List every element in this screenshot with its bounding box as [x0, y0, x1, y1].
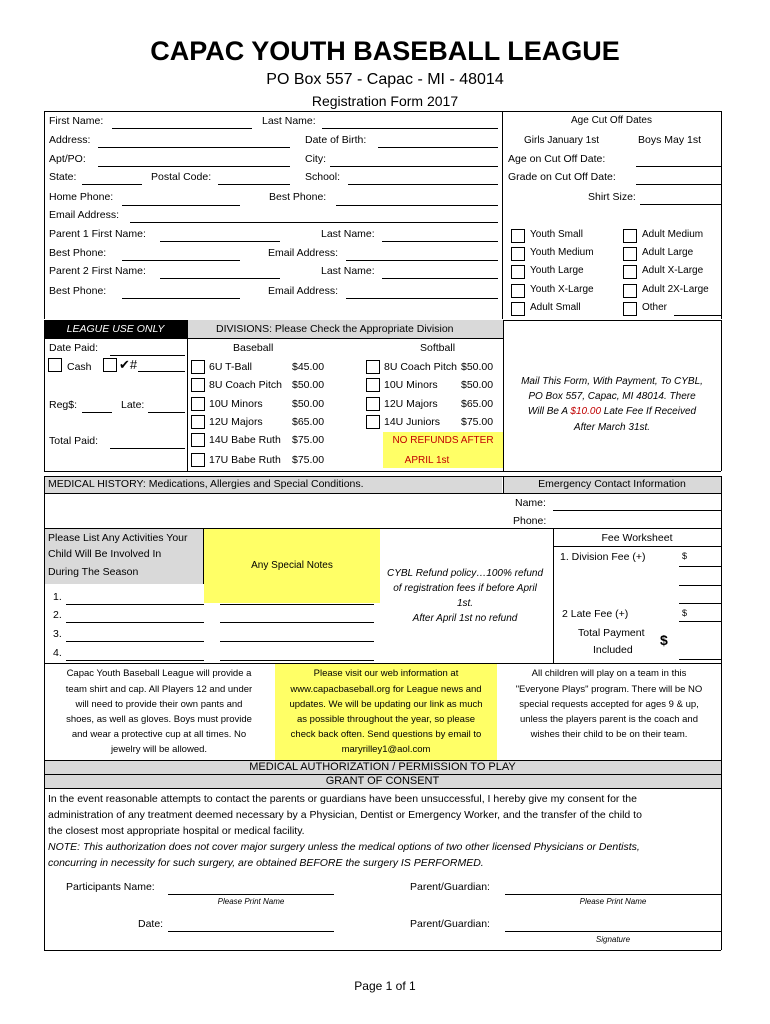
reg-label: Reg$:	[49, 399, 78, 411]
activity-num: 1.	[53, 591, 62, 603]
home-phone-label: Home Phone:	[49, 191, 114, 203]
grade-on-label: Grade on Cut Off Date:	[508, 171, 616, 183]
parent1-best-field[interactable]	[122, 260, 240, 261]
mail-line3b: Late Fee If Received	[601, 406, 697, 417]
division-fee: $75.00	[292, 434, 325, 446]
parent2-email-label: Email Address:	[268, 285, 339, 297]
home-phone-field[interactable]	[122, 205, 240, 206]
web-info-line: www.capacbaseball.org for League news and	[290, 684, 482, 695]
division-name: 17U Babe Ruth	[209, 454, 281, 466]
shirt-size-label: Shirt Size:	[588, 191, 636, 203]
date-paid-label: Date Paid:	[49, 342, 99, 354]
parent-guardian-field-1[interactable]	[505, 894, 721, 895]
mail-line4: After March 31st.	[573, 422, 651, 433]
best-phone-label: Best Phone:	[269, 191, 327, 203]
play-info-line: special requests accepted for ages 9 & up,	[519, 699, 699, 710]
late-fee-label: 2 Late Fee (+)	[562, 608, 629, 620]
parent1-first-field[interactable]	[160, 241, 280, 242]
age-on-label: Age on Cut Off Date:	[508, 153, 606, 165]
parent-guardian-label-1: Parent/Guardian:	[410, 881, 490, 893]
total-payment-field[interactable]	[679, 659, 721, 660]
check-label: ✔#	[119, 357, 138, 372]
header-address: PO Box 557 - Capac - MI - 48014	[266, 71, 504, 88]
activity-num: 3.	[53, 628, 62, 640]
web-info-line: as possible throughout the year, so please	[297, 714, 475, 725]
total-payment-dollar: $	[660, 632, 668, 648]
activities-line1: Please List Any Activities Your	[48, 532, 188, 544]
grade-on-field[interactable]	[636, 184, 721, 185]
division-checkbox[interactable]	[191, 378, 205, 392]
fee-blank-field[interactable]	[679, 603, 721, 604]
parent1-email-label: Email Address:	[268, 247, 339, 259]
shirt-size-field[interactable]	[640, 204, 721, 205]
play-info-line: unless the players parent is the coach and	[520, 714, 698, 725]
division-fee: $50.00	[292, 398, 325, 410]
web-info-email[interactable]: maryrilley1@aol.com	[341, 744, 431, 755]
parent2-email-field[interactable]	[346, 298, 498, 299]
web-info-line: check back often. Send questions by email to	[290, 729, 482, 740]
apt-field[interactable]	[98, 166, 290, 167]
shirt-checkbox[interactable]	[511, 284, 525, 298]
special-notes-title: Any Special Notes	[251, 560, 333, 571]
first-name-label: First Name:	[49, 115, 104, 127]
address-field[interactable]	[98, 147, 290, 148]
refund-line1: CYBL Refund policy…100% refund	[386, 568, 544, 579]
parent1-email-field[interactable]	[346, 260, 498, 261]
division-checkbox[interactable]	[366, 360, 380, 374]
late-fee-amount: $10.00	[570, 406, 602, 417]
shirt-checkbox[interactable]	[511, 265, 525, 279]
print-name-2: Please Print Name	[579, 897, 647, 906]
page-number: Page 1 of 1	[354, 979, 416, 993]
league-use-title: LEAGUE USE ONLY	[66, 323, 165, 335]
email-field[interactable]	[130, 222, 498, 223]
apt-label: Apt/PO:	[49, 153, 86, 165]
shirt-option: Youth X-Large	[530, 284, 594, 295]
state-field[interactable]	[82, 184, 142, 185]
division-checkbox[interactable]	[366, 415, 380, 429]
division-checkbox[interactable]	[191, 397, 205, 411]
emergency-name-field[interactable]	[553, 510, 721, 511]
division-checkbox[interactable]	[191, 433, 205, 447]
division-checkbox[interactable]	[191, 415, 205, 429]
division-name: 14U Babe Ruth	[209, 434, 281, 446]
participant-label: Participants Name:	[66, 881, 155, 893]
school-label: School:	[305, 171, 341, 183]
refund-line4: After April 1st no refund	[412, 613, 518, 624]
total-paid-field[interactable]	[110, 448, 185, 449]
late-fee-dollar: $	[682, 608, 688, 618]
postal-label: Postal Code:	[151, 171, 212, 183]
parent1-last-label: Last Name:	[321, 228, 375, 240]
division-name: 12U Majors	[209, 416, 263, 428]
shirt-option: Adult Medium	[642, 229, 704, 240]
division-fee-label: 1. Division Fee (+)	[560, 551, 646, 563]
mail-line3a: Will Be A	[527, 406, 571, 417]
first-name-field[interactable]	[112, 128, 252, 129]
form-title: Registration Form 2017	[311, 93, 459, 109]
city-field[interactable]	[330, 166, 498, 167]
division-fee: $45.00	[292, 361, 325, 373]
city-label: City:	[305, 153, 326, 165]
shirt-checkbox[interactable]	[511, 229, 525, 243]
division-fee: $75.00	[292, 454, 325, 466]
play-info-line: wishes their child to be on their team.	[530, 729, 688, 740]
total-paid-label: Total Paid:	[49, 435, 99, 447]
fee-blank-field[interactable]	[679, 585, 721, 586]
shirt-option: Adult Large	[642, 247, 694, 258]
date-field[interactable]	[168, 931, 334, 932]
refund-line3: 1st.	[456, 598, 474, 609]
page-title: CAPAC YOUTH BASEBALL LEAGUE	[150, 36, 620, 66]
activities-line3: During The Season	[48, 566, 139, 578]
activity-field[interactable]	[66, 641, 204, 642]
total-payment-line2: Included	[593, 644, 633, 656]
emergency-phone-label: Phone:	[513, 515, 547, 527]
parent2-best-label: Best Phone:	[49, 285, 107, 297]
activities-line2: Child Will Be Involved In	[48, 548, 162, 560]
emergency-title: Emergency Contact Information	[538, 478, 686, 490]
activity-note-field[interactable]	[220, 660, 374, 661]
shirt-checkbox[interactable]	[623, 265, 637, 279]
check-checkbox[interactable]	[103, 358, 117, 372]
division-fee-dollar: $	[682, 551, 688, 561]
shirt-info-line: shoes, as well as gloves. Boys must provide	[66, 714, 252, 725]
division-fee: $50.00	[461, 361, 494, 373]
parent-guardian-label-2: Parent/Guardian:	[410, 918, 490, 930]
late-fee-field[interactable]	[679, 621, 721, 622]
consent-title2: GRANT OF CONSENT	[325, 775, 440, 787]
division-checkbox[interactable]	[191, 360, 205, 374]
cash-label: Cash	[67, 361, 92, 373]
parent1-last-field[interactable]	[382, 241, 498, 242]
shirt-option: Youth Small	[530, 229, 583, 240]
consent-title1: MEDICAL AUTHORIZATION / PERMISSION TO PLAY	[249, 761, 516, 773]
consent-note: NOTE: This authorization does not cover major surgery unless the medical options of two other licensed Physicians or Dentists,	[48, 841, 640, 853]
shirt-info-line: and wear a protective cup at all times. No	[71, 729, 247, 740]
total-payment-line1: Total Payment	[578, 627, 645, 639]
division-fee: $65.00	[461, 398, 494, 410]
school-field[interactable]	[348, 184, 498, 185]
divisions-title: DIVISIONS: Please Check the Appropriate Division	[216, 323, 454, 335]
email-label: Email Address:	[49, 209, 120, 221]
reg-field[interactable]	[82, 412, 112, 413]
web-info-line: updates. We will be updating our link as much	[289, 699, 483, 710]
mail-line1: Mail This Form, With Payment, To CYBL,	[521, 376, 703, 387]
consent-body: In the event reasonable attempts to contact the parents or guardians have been unsuccessful, I hereby give my consent for the	[48, 793, 637, 805]
shirt-option: Youth Medium	[530, 247, 594, 258]
check-number-field[interactable]	[138, 371, 185, 372]
activity-note-field[interactable]	[220, 622, 374, 623]
shirt-option: Youth Large	[530, 265, 584, 276]
date-label: Date:	[138, 918, 164, 930]
division-fee: $50.00	[292, 379, 325, 391]
division-fee: $65.00	[292, 416, 325, 428]
division-name: 6U T-Ball	[209, 361, 252, 373]
consent-body: the closest most appropriate hospital or medical facility.	[48, 825, 305, 837]
shirt-option: Other	[642, 302, 668, 313]
refund-line2: of registration fees if before April	[393, 583, 537, 594]
shirt-option: Adult X-Large	[642, 265, 704, 276]
address-label: Address:	[49, 134, 91, 146]
baseball-title: Baseball	[233, 342, 274, 354]
parent2-first-field[interactable]	[160, 278, 280, 279]
shirt-info-line: Capac Youth Baseball League will provide a	[66, 668, 252, 679]
boys-cutoff: Boys May 1st	[638, 134, 702, 146]
division-name: 14U Juniors	[384, 416, 441, 428]
no-refunds-line1: NO REFUNDS AFTER	[392, 435, 494, 446]
print-name-1: Please Print Name	[217, 897, 285, 906]
fee-worksheet-title: Fee Worksheet	[601, 532, 673, 544]
shirt-checkbox[interactable]	[623, 302, 637, 316]
activity-num: 4.	[53, 647, 62, 659]
signature-field[interactable]	[505, 931, 721, 932]
division-name: 8U Coach Pitch	[384, 361, 457, 373]
parent2-last-field[interactable]	[382, 278, 498, 279]
consent-body: administration of any treatment deemed necessary by a Physician, Dentist or Emergency Worker, and the transfer of the child to	[48, 809, 642, 821]
division-fee: $50.00	[461, 379, 494, 391]
other-size-field[interactable]	[674, 315, 721, 316]
division-name: 12U Majors	[384, 398, 438, 410]
medical-history-title: MEDICAL HISTORY: Medications, Allergies and Special Conditions.	[48, 478, 364, 490]
state-label: State:	[49, 171, 77, 183]
division-checkbox[interactable]	[366, 397, 380, 411]
last-name-label: Last Name:	[262, 115, 316, 127]
dob-field[interactable]	[378, 147, 498, 148]
activity-note-field[interactable]	[220, 641, 374, 642]
division-fee: $75.00	[461, 416, 494, 428]
play-info-line: All children will play on a team in this	[531, 668, 687, 679]
softball-title: Softball	[420, 342, 456, 354]
girls-cutoff: Girls January 1st	[524, 135, 600, 146]
signature-caption: Signature	[595, 935, 631, 944]
division-name: 8U Coach Pitch	[209, 379, 282, 391]
shirt-checkbox[interactable]	[623, 247, 637, 261]
activity-field[interactable]	[66, 604, 204, 605]
emergency-name-label: Name:	[515, 497, 546, 509]
activity-note-field[interactable]	[220, 604, 374, 605]
division-checkbox[interactable]	[191, 453, 205, 467]
postal-field[interactable]	[218, 184, 290, 185]
late-label: Late:	[121, 399, 145, 411]
late-field[interactable]	[148, 412, 185, 413]
parent1-best-label: Best Phone:	[49, 247, 107, 259]
parent2-first-label: Parent 2 First Name:	[49, 265, 146, 277]
shirt-option: Adult 2X-Large	[642, 284, 709, 295]
parent1-first-label: Parent 1 First Name:	[49, 228, 146, 240]
shirt-info-line: team shirt and cap. All Players 12 and under	[65, 684, 253, 695]
division-name: 10U Minors	[209, 398, 263, 410]
activity-num: 2.	[53, 609, 62, 621]
no-refunds-line2: APRIL 1st	[404, 455, 450, 466]
participant-field[interactable]	[168, 894, 334, 895]
shirt-checkbox[interactable]	[511, 247, 525, 261]
play-info-line: "Everyone Plays" program. There will be NO	[515, 684, 703, 695]
best-phone-field[interactable]	[336, 205, 498, 206]
shirt-option: Adult Small	[530, 302, 581, 313]
mail-line2: PO Box 557, Capac, MI 48014. There	[528, 391, 696, 402]
division-name: 10U Minors	[384, 379, 438, 391]
shirt-checkbox[interactable]	[623, 284, 637, 298]
shirt-info-line: will need to provide their own pants and	[75, 699, 243, 710]
mail-line3	[503, 407, 721, 417]
activity-field[interactable]	[66, 660, 204, 661]
date-paid-field[interactable]	[110, 355, 185, 356]
parent2-last-label: Last Name:	[321, 265, 375, 277]
consent-note: concurring in necessity for such surgery, are obtained BEFORE the surgery IS PERFORMED.	[48, 857, 484, 869]
last-name-field[interactable]	[322, 128, 498, 129]
division-checkbox[interactable]	[366, 378, 380, 392]
division-fee-field[interactable]	[679, 566, 721, 567]
shirt-checkbox[interactable]	[623, 229, 637, 243]
dob-label: Date of Birth:	[305, 134, 367, 146]
age-on-field[interactable]	[636, 166, 721, 167]
age-cutoff-title: Age Cut Off Dates	[571, 115, 652, 126]
web-info-line: Please visit our web information at	[313, 668, 459, 679]
shirt-info-line: jewelry will be allowed.	[110, 744, 208, 755]
shirt-checkbox[interactable]	[511, 302, 525, 316]
cash-checkbox[interactable]	[48, 358, 62, 372]
activity-field[interactable]	[66, 622, 204, 623]
parent2-best-field[interactable]	[122, 298, 240, 299]
